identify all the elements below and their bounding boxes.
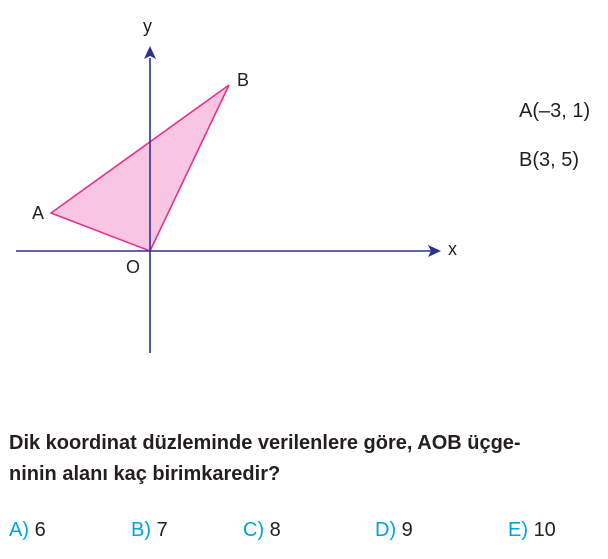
option-d[interactable] [375, 519, 413, 542]
option-c[interactable] [243, 519, 281, 542]
y-axis-label: y [143, 16, 152, 36]
option-c-letter: C) [243, 519, 265, 541]
triangle-aob [51, 85, 229, 251]
option-e-value: 10 [533, 519, 556, 541]
option-b[interactable] [131, 519, 168, 542]
option-a-letter: A) [9, 519, 29, 541]
point-a-label: A [32, 203, 45, 223]
option-a[interactable] [9, 519, 46, 542]
origin-o-label: O [126, 257, 141, 277]
option-e-letter: E) [508, 519, 528, 541]
option-b-value: 7 [156, 519, 168, 541]
option-e[interactable] [508, 519, 556, 542]
y-axis-arrow [144, 46, 156, 59]
option-b-letter: B) [131, 519, 151, 541]
x-axis-label: x [448, 239, 457, 259]
option-c-value: 8 [269, 519, 281, 541]
option-d-value: 9 [401, 519, 413, 541]
point-b-coordinates: B(3, 5) [519, 149, 580, 171]
option-a-value: 6 [34, 519, 46, 541]
option-d-letter: D) [375, 519, 397, 541]
question-text [9, 428, 605, 490]
point-b-label: B [237, 70, 250, 90]
point-a-coordinates: A(–3, 1) [519, 100, 591, 122]
question-line-1: Dik koordinat düzleminde verilenlere göre, AOB üçge- [9, 432, 521, 454]
question-line-2: ninin alanı kaç birimkaredir? [9, 463, 281, 485]
